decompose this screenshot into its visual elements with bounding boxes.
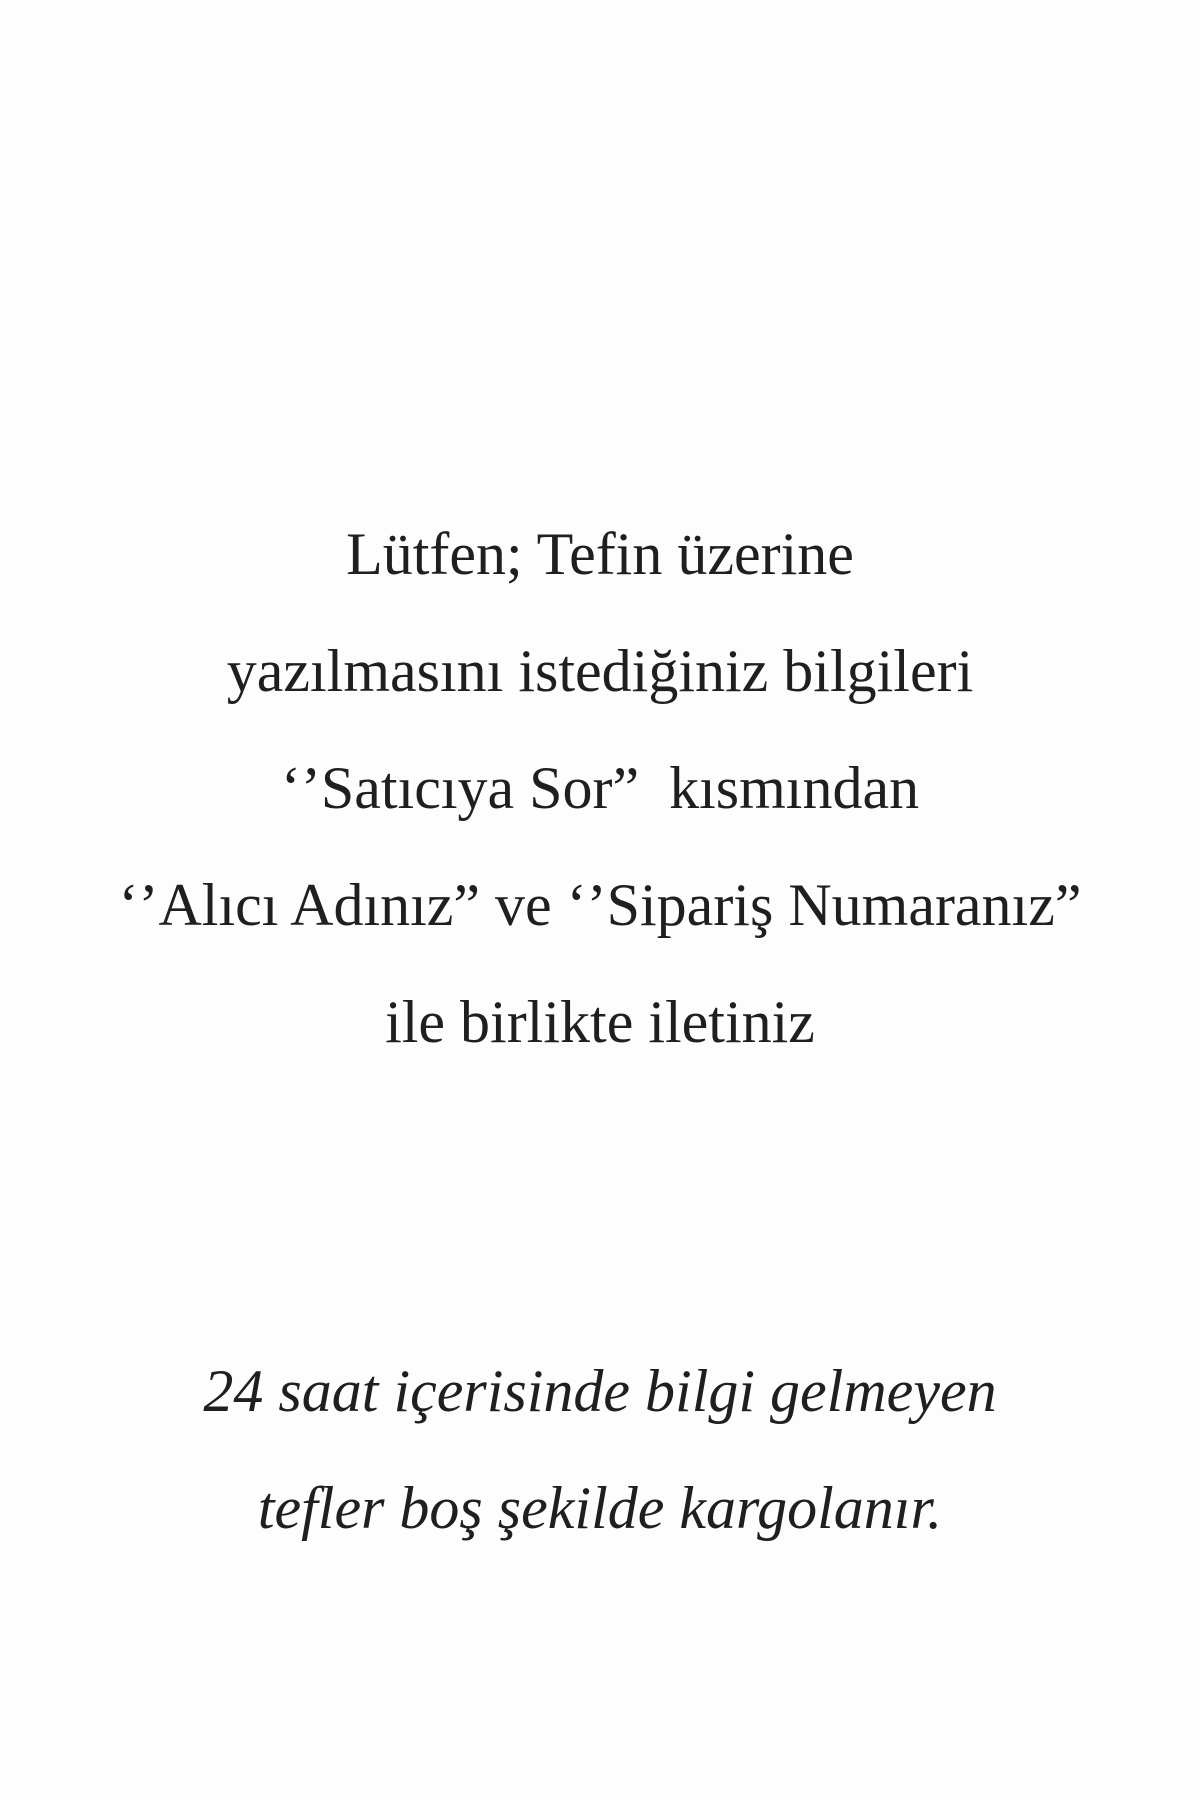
- shipping-footnote: [0, 1333, 1200, 1567]
- notice-line-1: Lütfen; Tefin üzerine: [346, 521, 854, 587]
- notice-line-2: yazılmasını istediğiniz bilgileri: [226, 638, 974, 704]
- footnote-line-1: 24 saat içerisinde bilgi gelmeyen: [203, 1358, 997, 1424]
- notice-line-5: ile birlikte iletiniz: [385, 989, 815, 1055]
- footnote-line-2: tefler boş şekilde kargolanır.: [257, 1475, 943, 1541]
- instruction-notice: [0, 496, 1200, 1081]
- notice-line-3: ‘’Satıcıya Sor” kısmından: [280, 755, 920, 821]
- notice-line-4: ‘’Alıcı Adınız” ve ‘’Sipariş Numaranız”: [118, 872, 1082, 938]
